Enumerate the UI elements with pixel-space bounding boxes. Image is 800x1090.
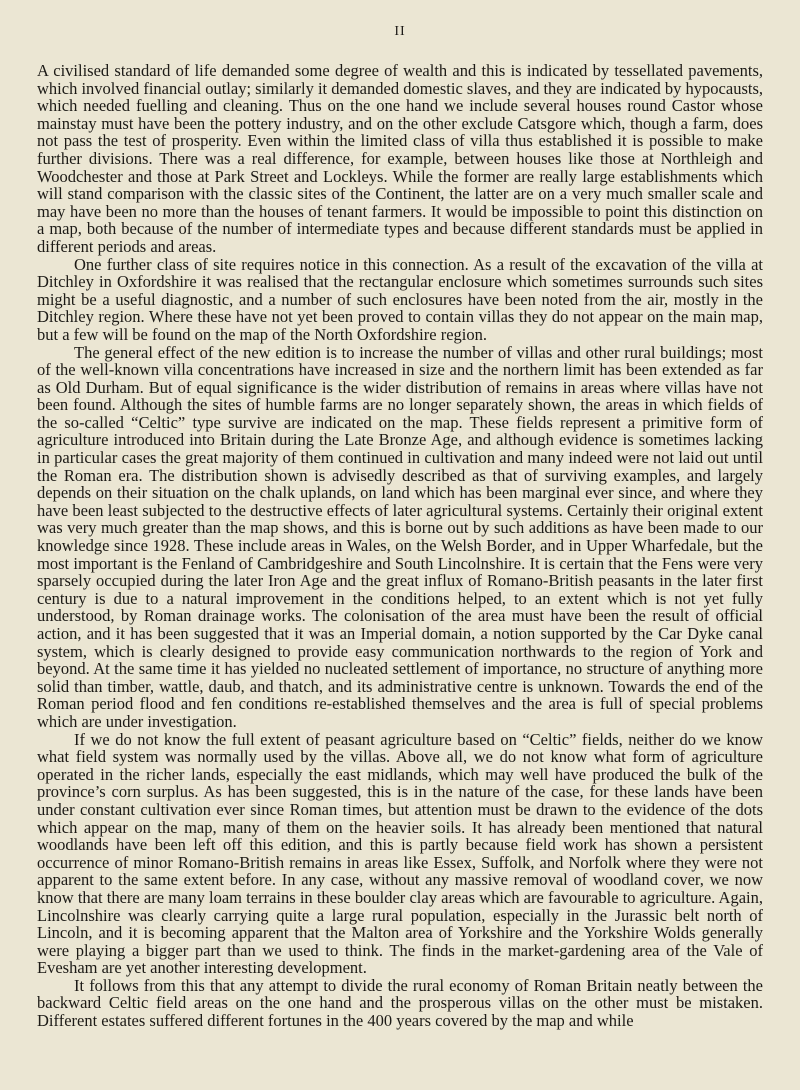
paragraph-new-edition-effect: The general effect of the new edition is to increase the number of villas and other rural buildings; most of the well-known villa concentrations have increased in size and the northern limit has been extended as far as Old Durham. But of equal significance is the wider distribution of remains in areas where villas have not been found. Although the sites of humble farms are no longer separately shown, the areas in which fields of the so-called “Celtic” type survive are indicated on the map. These fields represent a primitive form of agriculture introduced into Britain during the Late Bronze Age, and although evidence is sometimes lacking in particular cases the great majority of them continued in cultivation and many indeed were not laid out until the Roman era. The distribution shown is advisedly described as that of surviving examples, and largely depends on their situation on the chalk uplands, on land which has been marginal ever since, and where they have been least subjected to the destructive effects of later agricultural systems. Certainly their original extent was very much greater than the map shows, and this is borne out by such additions as have been made to our knowledge since 1928. These include areas in Wales, on the Welsh Border, and in Upper Wharfedale, but the most important is the Fenland of Cambridgeshire and South Lincolnshire. It is certain that the Fens were very sparsely occupied during the later Iron Age and the great influx of Romano-British peasants in the later first century is due to a natural improvement in the conditions helped, to an extent which is not yet fully understood, by Roman drainage works. The colonisation of the area must have been the result of official action, and it has been suggested that it was an Imperial domain, a notion supported by the Car Dyke canal system, which is clearly designed to provide easy communication northwards to the region of York and beyond. At the same time it has yielded no nucleated settlement of importance, no structure of anything more solid than timber, wattle, daub, and thatch, and its administrative centre is unknown. Towards the end of the Roman period flood and fen conditions re-established themselves and the area is full of special problems which are under investigation. <box>37 342 763 731</box>
paragraph-peasant-agriculture: If we do not know the full extent of peasant agriculture based on “Celtic” fields, neither do we know what field system was normally used by the villas. Above all, we do not know what form of agriculture operated in the richer lands, especially the east midlands, which may well have produced the bulk of the province’s corn surplus. As has been suggested, this is in the nature of the case, for these lands have been under constant cultivation ever since Roman times, but attention must be drawn to the evidence of the dots which appear on the map, many of them on the heavier soils. It has already been mentioned that natural woodlands have been left off this edition, and this is partly because field work has shown a persistent occurrence of minor Romano-British remains in areas like Essex, Suffolk, and Norfolk where they were not apparent to the same extent before. In any case, without any massive removal of woodland cover, we now know that there are many loam terrains in these boulder clay areas which are favourable to agriculture. Again, Lincolnshire was clearly carrying quite a large rural population, especially in the Jurassic belt north of Lincoln, and it is becoming apparent that the Malton area of Yorkshire and the Yorkshire Wolds generally were playing a bigger part than we used to think. The finds in the market-gardening area of the Vale of Evesham are yet another interesting development. <box>37 729 763 978</box>
paragraph-rural-economy: It follows from this that any attempt to divide the rural economy of Roman Britain neatly between the backward Celtic field areas on the one hand and the prosperous villas on the other must be mistaken. Different estates suffered different fortunes in the 400 years covered by the map and while <box>37 975 763 1031</box>
paragraph-villa-standards: A civilised standard of life demanded some degree of wealth and this is indicated by tessellated pavements, which involved financial outlay; similarly it demanded domestic slaves, and they are indicated by hypocausts, which needed fuelling and cleaning. Thus on the one hand we include several houses round Castor whose mainstay must have been the pottery industry, and on the other exclude Catsgore which, though a farm, does not pass the test of prosperity. Even within the limited class of villa thus established it is possible to make further divisions. There was a real difference, for example, between houses like those at Northleigh and Woodchester and those at Park Street and Lockleys. While the former are really large establishments which will stand comparison with the classic sites of the Continent, the latter are on a very much smaller scale and may have been no more than the houses of tenant farmers. It would be impossible to point this distinction on a map, both because of the number of intermediate types and because different standards must be applied in different periods and areas. <box>37 61 763 256</box>
paragraph-ditchley-enclosures: One further class of site requires notice in this connection. As a result of the excavation of the villa at Ditchley in Oxfordshire it was realised that the rectangular enclosure which sometimes surrounds such sites might be a useful diagnostic, and a number of such enclosures have been noted from the air, mostly in the Ditchley region. Where these have not yet been proved to contain villas they do not appear on the main map, but a few will be found on the map of the North Oxfordshire region. <box>37 254 763 344</box>
page-number: II <box>394 24 406 39</box>
